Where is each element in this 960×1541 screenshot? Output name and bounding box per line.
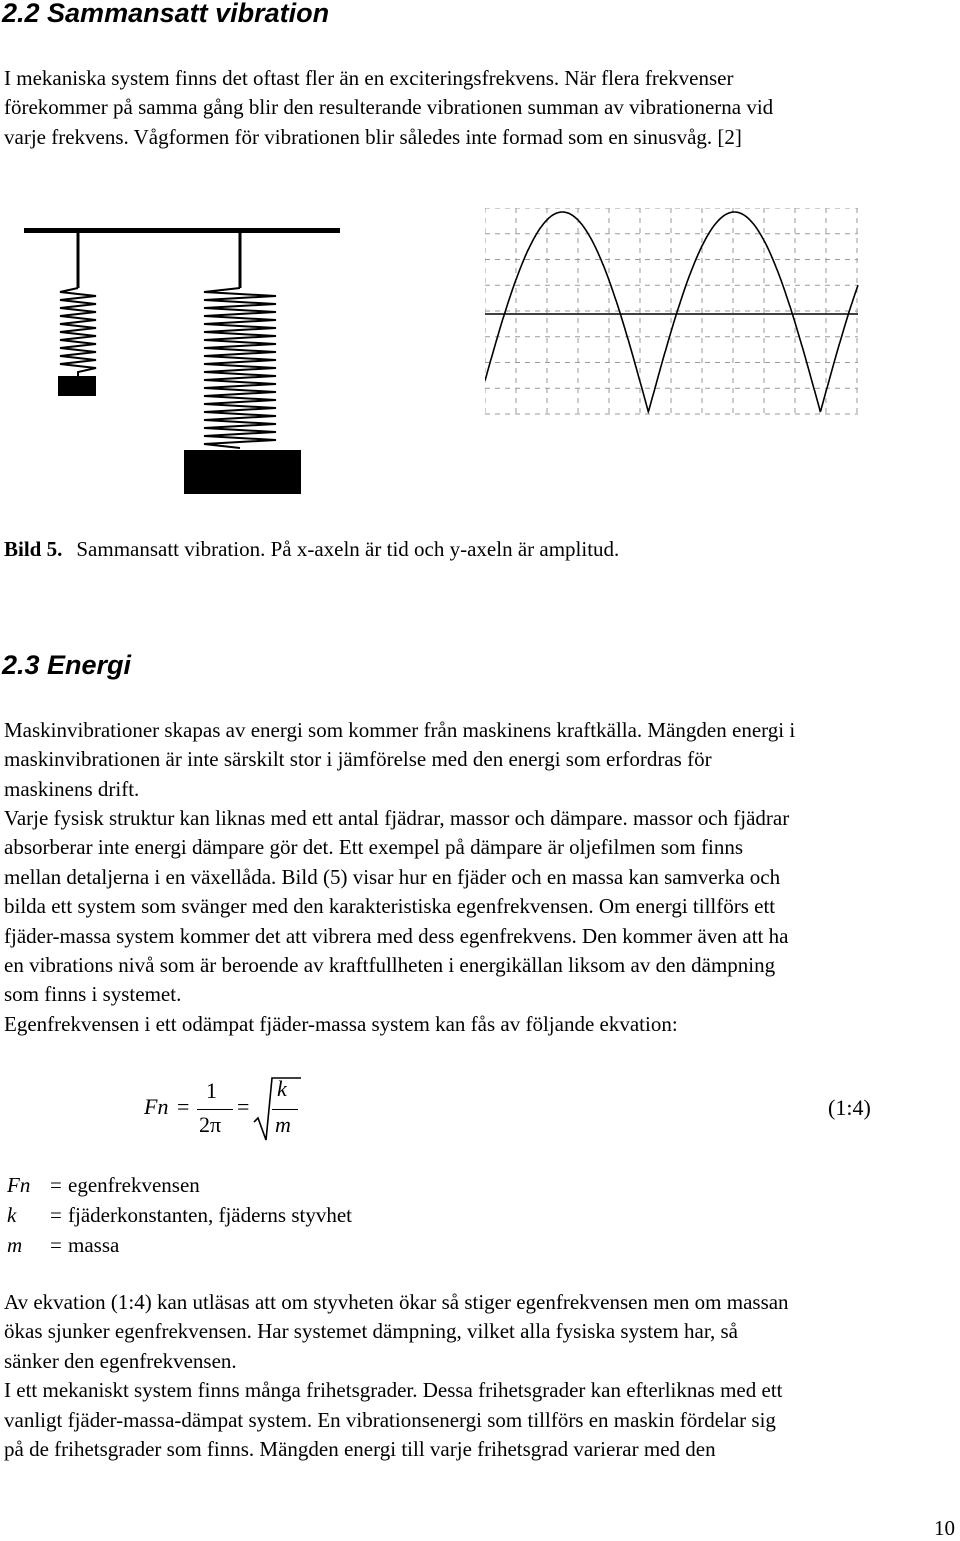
figure-caption-text: Sammansatt vibration. På x-axeln är tid och y-axeln är amplitud. (76, 537, 620, 561)
equation-equals: = (177, 1094, 190, 1119)
text-line: förekommer på samma gång blir den resulterande vibrationen summan av vibrationerna vid (4, 95, 774, 120)
definition-text: fjäderkonstanten, fjäderns styvhet (68, 1203, 352, 1227)
definition-equals: = (50, 1233, 62, 1257)
definition-text: massa (68, 1233, 120, 1257)
definition-equals: = (50, 1203, 62, 1227)
definition-symbol: Fn (7, 1173, 31, 1197)
text-line: I mekaniska system finns det oftast fler än en exciteringsfrekvens. När flera frekvenser (4, 66, 734, 90)
fraction-bar (272, 1109, 298, 1110)
spring-mass-illustration (20, 222, 340, 497)
text-line: maskinens drift. (4, 776, 140, 801)
left-mass-block (58, 376, 96, 396)
plot-grid (485, 208, 858, 414)
text-line: fjäder-massa system kommer det att vibrera med dess egenfrekvens. Den kommer även att ha (4, 923, 789, 948)
text-line: I ett mekaniskt system finns många frihetsgrader. Dessa frihetsgrader kan efterliknas med ett (4, 1378, 783, 1403)
figure-label: Bild 5. (4, 537, 63, 561)
text-line: på de frihetsgrader som finns. Mängden energi till varje frihetsgrad varierar med den (4, 1437, 716, 1462)
text-line: Maskinvibrationer skapas av energi som kommer från maskinens kraftkälla. Mängden energi i (4, 718, 796, 742)
definition-symbol: m (7, 1233, 23, 1257)
text-line: sänker den egenfrekvensen. (4, 1348, 237, 1373)
natural-frequency-equation (0, 1068, 960, 1148)
text-line: Av ekvation (1:4) kan utläsas att om styvheten ökar så stiger egenfrekvensen men om massan (4, 1290, 789, 1314)
section-heading-2-2: 2.2 Sammansatt vibration (2, 0, 330, 28)
text-line: Egenfrekvensen i ett odämpat fjäder-massa system kan fås av följande ekvation: (4, 1011, 678, 1036)
equation-equals: = (237, 1094, 250, 1119)
equation-lhs: Fn (144, 1094, 169, 1119)
equation-denominator-m: m (275, 1112, 291, 1137)
equation-numerator-k: k (277, 1076, 287, 1101)
equation-numerator-one: 1 (206, 1078, 217, 1103)
text-line: maskinvibrationen är inte särskilt stor i jämförelse med den energi som erfordras för (4, 747, 712, 772)
definition-equals: = (50, 1173, 62, 1197)
composite-waveform-plot (485, 208, 860, 420)
equation-denominator-two-pi: 2π (199, 1112, 222, 1137)
intro-paragraph (4, 64, 954, 152)
right-mass-block (184, 450, 301, 494)
page-number: 10 (934, 1516, 955, 1540)
left-spring-coil (60, 288, 96, 377)
text-line: mellan detaljerna i en växellåda. Bild (5) visar hur en fjäder och en massa kan samverka och (4, 864, 781, 889)
energy-paragraph-1 (4, 716, 954, 804)
text-line: vanligt fjäder-massa-dämpat system. En vibrationsenergi som tillförs en maskin fördelar sig (4, 1407, 776, 1432)
text-line: ökas sjunker egenfrekvensen. Har systemet dämpning, vilket alla fysiska system har, så (4, 1319, 738, 1344)
text-line: bilda ett system som svänger med den karakteristiska egenfrekvensen. Om energi tillförs ett (4, 894, 776, 919)
section-heading-2-3: 2.3 Energi (2, 650, 132, 680)
equation-number: (1:4) (828, 1095, 871, 1120)
text-line: en vibrations nivå som är beroende av kraftfullheten i energikällan liksom av den dämpning (4, 953, 776, 978)
text-line: varje frekvens. Vågformen för vibrationen blir således inte formad som en sinusvåg. [2] (4, 124, 742, 149)
fraction-bar (197, 1109, 233, 1110)
text-line: absorberar inte energi dämpare gör det. Ett exempel på dämpare är oljefilmen som finns (4, 835, 743, 860)
ceiling-beam (24, 228, 340, 233)
right-spring-coil (204, 288, 276, 448)
definition-text: egenfrekvensen (68, 1173, 200, 1197)
energy-paragraph-2 (4, 804, 954, 1039)
figure-caption (4, 537, 619, 562)
text-line: som finns i systemet. (4, 982, 182, 1007)
definition-symbol: k (7, 1203, 17, 1227)
energy-paragraph-3 (4, 1288, 954, 1464)
text-line: Varje fysisk struktur kan liknas med ett antal fjädrar, massor och dämpare. massor och fjädrar (4, 806, 790, 830)
